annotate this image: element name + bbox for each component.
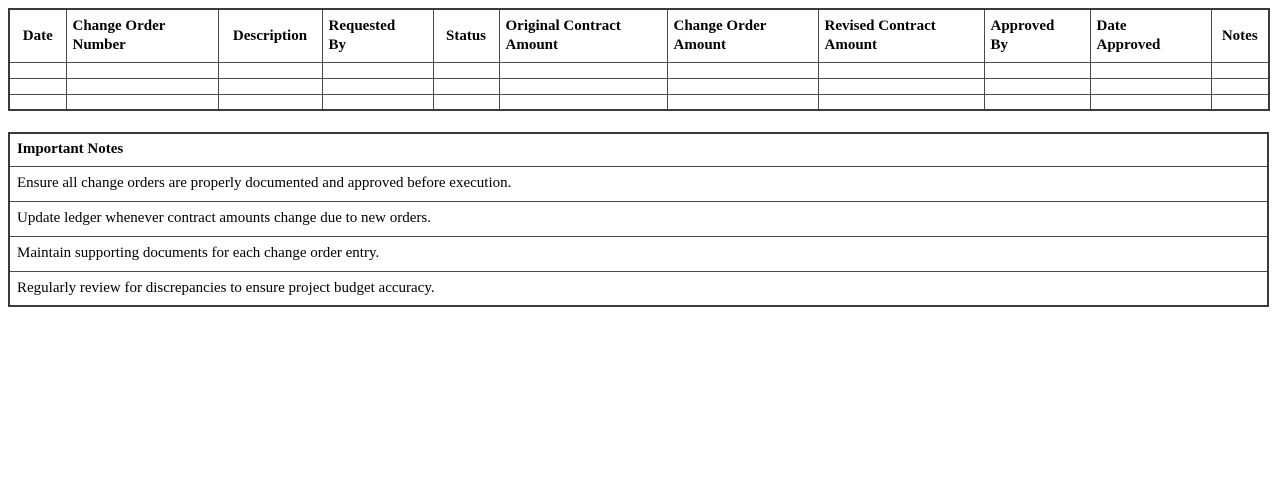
table-cell <box>218 62 322 78</box>
empty-log-row <box>9 78 1269 94</box>
table-cell <box>9 94 66 110</box>
note-row <box>9 236 1268 271</box>
column-header-change-order-number: Change Order Number <box>66 9 218 62</box>
table-cell <box>1090 62 1211 78</box>
empty-log-row <box>9 62 1269 78</box>
note-row <box>9 166 1268 201</box>
table-cell <box>9 78 66 94</box>
table-cell <box>1211 62 1269 78</box>
table-cell <box>322 78 433 94</box>
table-cell <box>818 94 984 110</box>
table-cell <box>818 62 984 78</box>
table-cell <box>984 62 1090 78</box>
change-order-log-table <box>8 8 1270 111</box>
note-item: Regularly review for discrepancies to ensure project budget accuracy. <box>9 271 1268 306</box>
table-cell <box>218 78 322 94</box>
column-header-original-contract-amount: Original Contract Amount <box>499 9 667 62</box>
table-cell <box>1211 94 1269 110</box>
table-cell <box>984 94 1090 110</box>
note-row <box>9 271 1268 306</box>
table-cell <box>433 94 499 110</box>
table-cell <box>1211 78 1269 94</box>
table-cell <box>499 94 667 110</box>
empty-log-row <box>9 94 1269 110</box>
table-cell <box>1090 94 1211 110</box>
table-cell <box>433 78 499 94</box>
notes-title: Important Notes <box>9 133 1268 166</box>
column-header-status: Status <box>433 9 499 62</box>
column-header-description: Description <box>218 9 322 62</box>
column-header-revised-contract-amount: Revised Contract Amount <box>818 9 984 62</box>
table-cell <box>667 62 818 78</box>
table-cell <box>322 62 433 78</box>
header-row <box>9 9 1269 62</box>
table-cell <box>667 94 818 110</box>
table-cell <box>499 78 667 94</box>
table-cell <box>667 78 818 94</box>
column-header-approved-by: Approved By <box>984 9 1090 62</box>
column-header-requested-by: Requested By <box>322 9 433 62</box>
note-item: Maintain supporting documents for each change order entry. <box>9 236 1268 271</box>
table-cell <box>499 62 667 78</box>
column-header-notes: Notes <box>1211 9 1269 62</box>
note-item: Ensure all change orders are properly documented and approved before execution. <box>9 166 1268 201</box>
important-notes-table <box>8 132 1269 307</box>
table-cell <box>66 78 218 94</box>
table-cell <box>433 62 499 78</box>
column-header-date-approved: Date Approved <box>1090 9 1211 62</box>
table-cell <box>818 78 984 94</box>
table-cell <box>322 94 433 110</box>
table-cell <box>218 94 322 110</box>
column-header-date: Date <box>9 9 66 62</box>
table-cell <box>1090 78 1211 94</box>
table-cell <box>66 94 218 110</box>
table-cell <box>9 62 66 78</box>
table-cell <box>66 62 218 78</box>
notes-title-row <box>9 133 1268 166</box>
note-item: Update ledger whenever contract amounts change due to new orders. <box>9 201 1268 236</box>
note-row <box>9 201 1268 236</box>
table-cell <box>984 78 1090 94</box>
column-header-change-order-amount: Change Order Amount <box>667 9 818 62</box>
